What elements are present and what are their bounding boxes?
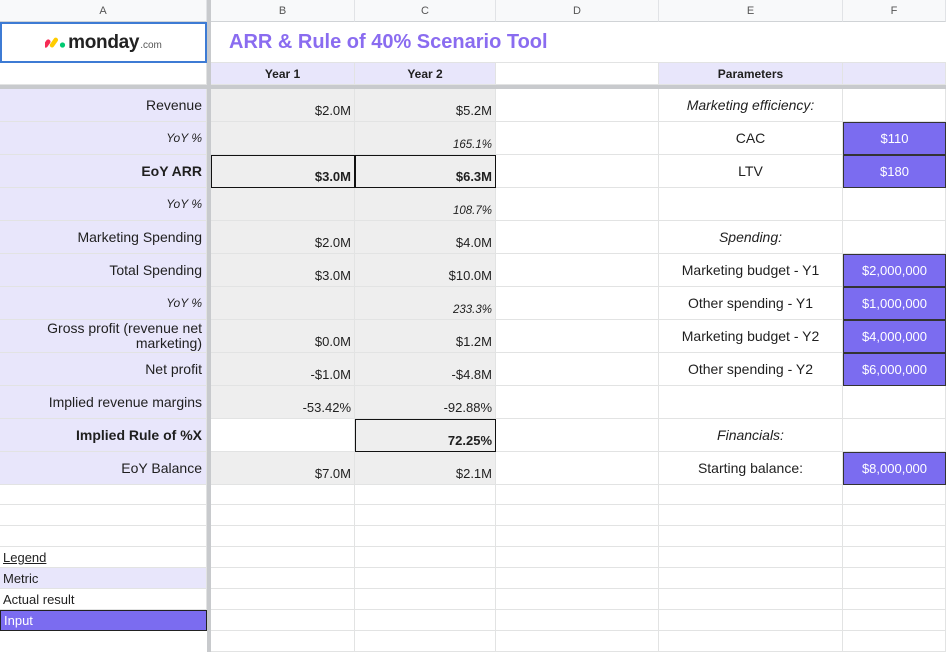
year1-value[interactable]: $2.0M <box>211 89 355 122</box>
empty-cell[interactable] <box>843 485 946 505</box>
empty-cell[interactable] <box>659 485 843 505</box>
empty-cell[interactable] <box>659 631 843 652</box>
empty-cell[interactable] <box>496 485 659 505</box>
empty-cell[interactable] <box>496 386 659 419</box>
column-header-f[interactable]: F <box>843 0 946 22</box>
empty-cell[interactable] <box>659 526 843 547</box>
year1-value[interactable]: -$1.0M <box>211 353 355 386</box>
year1-value[interactable]: -53.42% <box>211 386 355 419</box>
cell-d2[interactable] <box>496 63 659 85</box>
parameter-input[interactable]: $6,000,000 <box>843 353 946 386</box>
empty-cell[interactable] <box>355 610 496 631</box>
parameter-label[interactable]: Financials: <box>659 419 843 452</box>
empty-cell[interactable] <box>496 155 659 188</box>
row-label[interactable]: Net profit <box>0 353 207 386</box>
empty-cell[interactable] <box>211 505 355 526</box>
empty-cell[interactable] <box>355 568 496 589</box>
row-label[interactable]: Implied Rule of %X <box>0 419 207 452</box>
year1-value[interactable]: $3.0M <box>211 254 355 287</box>
empty-cell[interactable] <box>355 505 496 526</box>
legend-metric: Metric <box>0 568 207 589</box>
parameter-label[interactable]: Other spending - Y2 <box>659 353 843 386</box>
empty-cell[interactable] <box>496 287 659 320</box>
empty-cell[interactable] <box>843 631 946 652</box>
year1-value[interactable]: $2.0M <box>211 221 355 254</box>
empty-cell[interactable] <box>496 610 659 631</box>
row-label[interactable]: Implied revenue margins <box>0 386 207 419</box>
parameter-input[interactable]: $1,000,000 <box>843 287 946 320</box>
row-label[interactable]: EoY ARR <box>0 155 207 188</box>
empty-cell[interactable] <box>0 485 207 505</box>
empty-cell[interactable] <box>496 452 659 485</box>
parameter-label[interactable]: LTV <box>659 155 843 188</box>
legend-actual-result: Actual result <box>0 589 207 610</box>
parameter-label[interactable]: Marketing budget - Y2 <box>659 320 843 353</box>
logo-cell[interactable] <box>0 22 207 63</box>
parameter-label[interactable]: Marketing efficiency: <box>659 89 843 122</box>
empty-cell[interactable] <box>355 547 496 568</box>
empty-cell[interactable] <box>355 526 496 547</box>
row-label[interactable]: EoY Balance <box>0 452 207 485</box>
year1-value[interactable]: $3.0M <box>211 155 355 188</box>
monday-logo <box>45 32 162 54</box>
empty-cell[interactable] <box>211 526 355 547</box>
column-header-c[interactable]: C <box>355 0 496 22</box>
year2-value[interactable]: 108.7% <box>355 188 496 221</box>
empty-cell[interactable] <box>496 568 659 589</box>
parameter-label[interactable]: Marketing budget - Y1 <box>659 254 843 287</box>
parameter-input[interactable]: $4,000,000 <box>843 320 946 353</box>
row-label[interactable]: YoY % <box>0 287 207 320</box>
empty-cell[interactable] <box>843 89 946 122</box>
column-header-a[interactable]: A <box>0 0 207 22</box>
parameter-input[interactable]: $8,000,000 <box>843 452 946 485</box>
empty-cell[interactable] <box>211 631 355 652</box>
empty-cell[interactable] <box>659 547 843 568</box>
year2-value[interactable]: 165.1% <box>355 122 496 155</box>
column-header-b[interactable]: B <box>211 0 355 22</box>
empty-cell[interactable] <box>496 188 659 221</box>
year2-value[interactable]: $5.2M <box>355 89 496 122</box>
cell-a2[interactable] <box>0 63 207 85</box>
empty-cell[interactable] <box>659 568 843 589</box>
year1-value[interactable] <box>211 122 355 155</box>
header-year1[interactable]: Year 1 <box>211 63 355 85</box>
row-label[interactable]: Gross profit (revenue net marketing) <box>0 320 207 353</box>
column-header-e[interactable]: E <box>659 0 843 22</box>
empty-cell[interactable] <box>496 320 659 353</box>
row-label[interactable]: Revenue <box>0 89 207 122</box>
monday-logo-icon <box>45 34 67 48</box>
empty-cell[interactable] <box>496 353 659 386</box>
empty-cell[interactable] <box>355 631 496 652</box>
parameter-label[interactable]: CAC <box>659 122 843 155</box>
empty-cell[interactable] <box>211 610 355 631</box>
empty-cell[interactable] <box>496 221 659 254</box>
empty-cell[interactable] <box>496 122 659 155</box>
column-header-d[interactable]: D <box>496 0 659 22</box>
empty-cell[interactable] <box>843 589 946 610</box>
logo-suffix: .com <box>140 39 162 51</box>
empty-cell[interactable] <box>659 589 843 610</box>
empty-cell[interactable] <box>843 419 946 452</box>
empty-cell[interactable] <box>211 485 355 505</box>
empty-cell[interactable] <box>496 631 659 652</box>
empty-cell[interactable] <box>496 419 659 452</box>
empty-cell[interactable] <box>659 610 843 631</box>
parameter-label[interactable] <box>659 386 843 419</box>
year1-value[interactable] <box>211 419 355 452</box>
empty-cell[interactable] <box>496 89 659 122</box>
parameter-label[interactable]: Other spending - Y1 <box>659 287 843 320</box>
year2-value[interactable]: $2.1M <box>355 452 496 485</box>
empty-cell[interactable] <box>496 589 659 610</box>
parameter-label[interactable] <box>659 188 843 221</box>
row-label[interactable]: Marketing Spending <box>0 221 207 254</box>
empty-cell[interactable] <box>843 386 946 419</box>
row-label[interactable]: Total Spending <box>0 254 207 287</box>
empty-cell[interactable] <box>355 485 496 505</box>
parameter-input[interactable]: $110 <box>843 122 946 155</box>
header-parameters-value[interactable] <box>843 63 946 85</box>
empty-cell[interactable] <box>355 589 496 610</box>
year2-value[interactable]: $10.0M <box>355 254 496 287</box>
empty-cell[interactable] <box>496 526 659 547</box>
parameter-label[interactable]: Starting balance: <box>659 452 843 485</box>
year2-value[interactable]: $4.0M <box>355 221 496 254</box>
empty-cell[interactable] <box>659 505 843 526</box>
header-year2[interactable]: Year 2 <box>355 63 496 85</box>
row-label[interactable]: YoY % <box>0 188 207 221</box>
empty-cell[interactable] <box>211 547 355 568</box>
row-label[interactable]: YoY % <box>0 122 207 155</box>
empty-cell[interactable] <box>0 505 207 526</box>
empty-cell[interactable] <box>843 547 946 568</box>
year1-value[interactable] <box>211 287 355 320</box>
year2-value[interactable]: 233.3% <box>355 287 496 320</box>
year2-value[interactable]: 72.25% <box>355 419 496 452</box>
parameter-label[interactable]: Spending: <box>659 221 843 254</box>
empty-cell[interactable] <box>843 526 946 547</box>
empty-cell[interactable] <box>0 526 207 547</box>
parameter-input[interactable]: $180 <box>843 155 946 188</box>
page-title: ARR & Rule of 40% Scenario Tool <box>211 22 946 63</box>
empty-cell[interactable] <box>496 254 659 287</box>
year2-value[interactable]: $1.2M <box>355 320 496 353</box>
year1-value[interactable]: $0.0M <box>211 320 355 353</box>
logo-text: monday <box>68 31 140 53</box>
empty-cell[interactable] <box>496 505 659 526</box>
empty-cell[interactable] <box>211 589 355 610</box>
empty-cell[interactable] <box>843 188 946 221</box>
legend-title: Legend <box>0 547 207 568</box>
year1-value[interactable]: $7.0M <box>211 452 355 485</box>
year1-value[interactable] <box>211 188 355 221</box>
legend-input: Input <box>0 610 207 631</box>
empty-cell[interactable] <box>211 568 355 589</box>
parameter-input[interactable]: $2,000,000 <box>843 254 946 287</box>
empty-cell[interactable] <box>843 505 946 526</box>
empty-cell[interactable] <box>843 610 946 631</box>
year2-value[interactable]: $6.3M <box>355 155 496 188</box>
year2-value[interactable]: -92.88% <box>355 386 496 419</box>
empty-cell[interactable] <box>496 547 659 568</box>
empty-cell[interactable] <box>843 221 946 254</box>
year2-value[interactable]: -$4.8M <box>355 353 496 386</box>
empty-cell[interactable] <box>843 568 946 589</box>
header-parameters[interactable]: Parameters <box>659 63 843 85</box>
